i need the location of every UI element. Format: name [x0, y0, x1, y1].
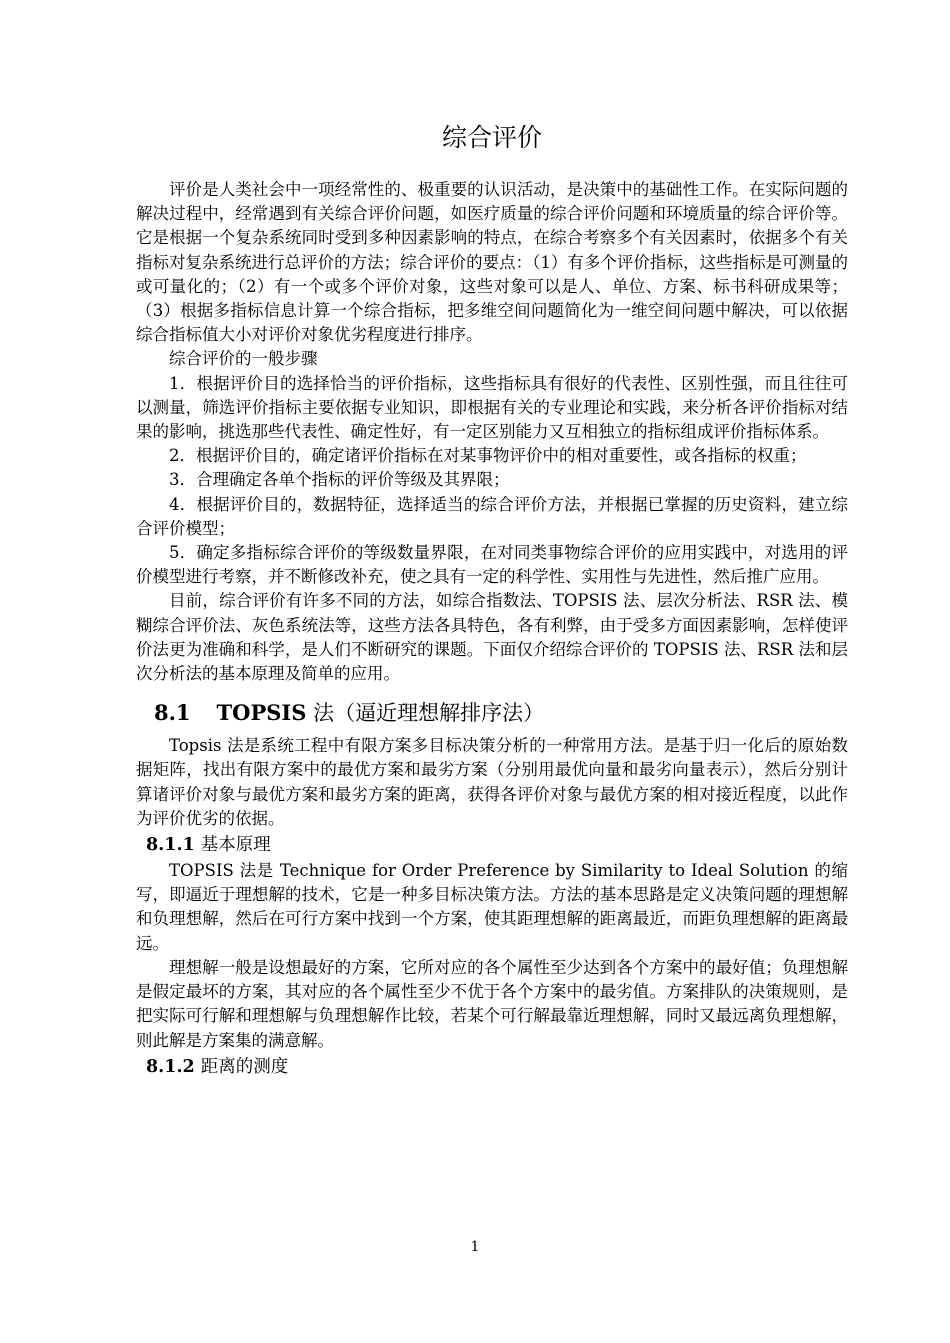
subsection-number: 8.1.1: [146, 835, 195, 856]
page-content: [136, 118, 848, 1081]
subsection-number: 8.1.2: [146, 1056, 195, 1077]
subsection-heading-8-1-1: [146, 832, 848, 858]
step-item: 4．根据评价目的，数据特征，选择适当的综合评价方法，并根据已掌握的历史资料，建立综合评价模型；: [136, 494, 848, 538]
subsection-title: 基本原理: [200, 835, 271, 856]
step-item: 3．合理确定各单个指标的评价等级及其界限；: [169, 470, 510, 490]
section-number: 8.1: [154, 700, 191, 726]
intro-section: [136, 178, 848, 686]
section-heading-8-1: [154, 696, 848, 730]
section-title-rest: 法（逼近理想解排序法）: [306, 701, 545, 726]
methods-paragraph: 目前，综合评价有许多不同的方法，如综合指数法、TOPSIS 法、层次分析法、RSR 法、模糊综合评价法、灰色系统法等，这些方法各具特色，各有利弊，由于受多方面因素影响，怎样使评价法更为准确和科学，是人们不断研究的课题。下面仅介绍综合评价的 TOPSIS 法、RSR 法和层次分析法的基本原理及简单的应用。: [136, 591, 848, 684]
subsection-title: 距离的测度: [200, 1056, 289, 1077]
steps-heading: 综合评价的一般步骤: [169, 349, 318, 369]
section-paragraph: Topsis 法是系统工程中有限方案多目标决策分析的一种常用方法。是基于归一化后的原始数据矩阵，找出有限方案中的最优方案和最劣方案（分别用最优向量和最劣向量表示），然后分别计算诸评价对象与最优方案和最劣方案的距离，获得各评价对象与最优方案的相对接近程度，以此作为评价优劣的依据。: [136, 736, 848, 828]
step-item: 1．根据评价目的选择恰当的评价指标，这些指标具有很好的代表性、区别性强，而且往往可以测量，筛选评价指标主要依据专业知识，即根据有关的专业理论和实践，来分析各评价指标对结果的影响，挑选那些代表性、确定性好，有一定区别能力又互相独立的指标组成评价指标体系。: [136, 373, 848, 442]
document-title: 综合评价: [441, 123, 542, 152]
step-item: 2．根据评价目的，确定诸评价指标在对某事物评价中的相对重要性，或各指标的权重；: [169, 446, 807, 466]
subsection-heading-8-1-2: [146, 1054, 848, 1080]
section-title-bold: TOPSIS: [216, 700, 307, 726]
subsection-paragraph: 理想解一般是设想最好的方案，它所对应的各个属性至少达到各个方案中的最好值；负理想解是假定最坏的方案，其对应的各个属性至少不优于各个方案中的最劣值。方案排队的决策规则，是把实际可行解和理想解与负理想解作比较，若某个可行解最靠近理想解，同时又最远离负理想解，则此解是方案集的满意解。: [136, 957, 848, 1050]
step-item: 5．确定多指标综合评价的等级数量界限，在对同类事物综合评价的应用实践中，对选用的评价模型进行考察，并不断修改补充，使之具有一定的科学性、实用性与先进性，然后推广应用。: [136, 543, 848, 587]
subsection-paragraph: TOPSIS 法是 Technique for Order Preference by Similarity to Ideal Solution 的缩写，即逼近于理想解的技术，它是一种多目标决策方法。方法的基本思路是定义决策问题的理想解和负理想解，然后在可行方案中找到一个方案，使其距理想解的距离最近，而距负理想解的距离最远。: [136, 861, 848, 953]
page-number: 1: [470, 1239, 480, 1255]
intro-paragraph: 评价是人类社会中一项经常性的、极重要的认识活动，是决策中的基础性工作。在实际问题的解决过程中，经常遇到有关综合评价问题，如医疗质量的综合评价问题和环境质量的综合评价等。它是根据一个复杂系统同时受到多种因素影响的特点，在综合考察多个有关因素时，依据多个有关指标对复杂系统进行总评价的方法；综合评价的要点：（1）有多个评价指标，这些指标是可测量的或可量化的；（2）有一个或多个评价对象，这些对象可以是人、单位、方案、标书科研成果等；（3）根据多指标信息计算一个综合指标，把多维空间问题简化为一维空间问题中解决，可以依据综合指标值大小对评价对象优劣程度进行排序。: [136, 180, 848, 345]
